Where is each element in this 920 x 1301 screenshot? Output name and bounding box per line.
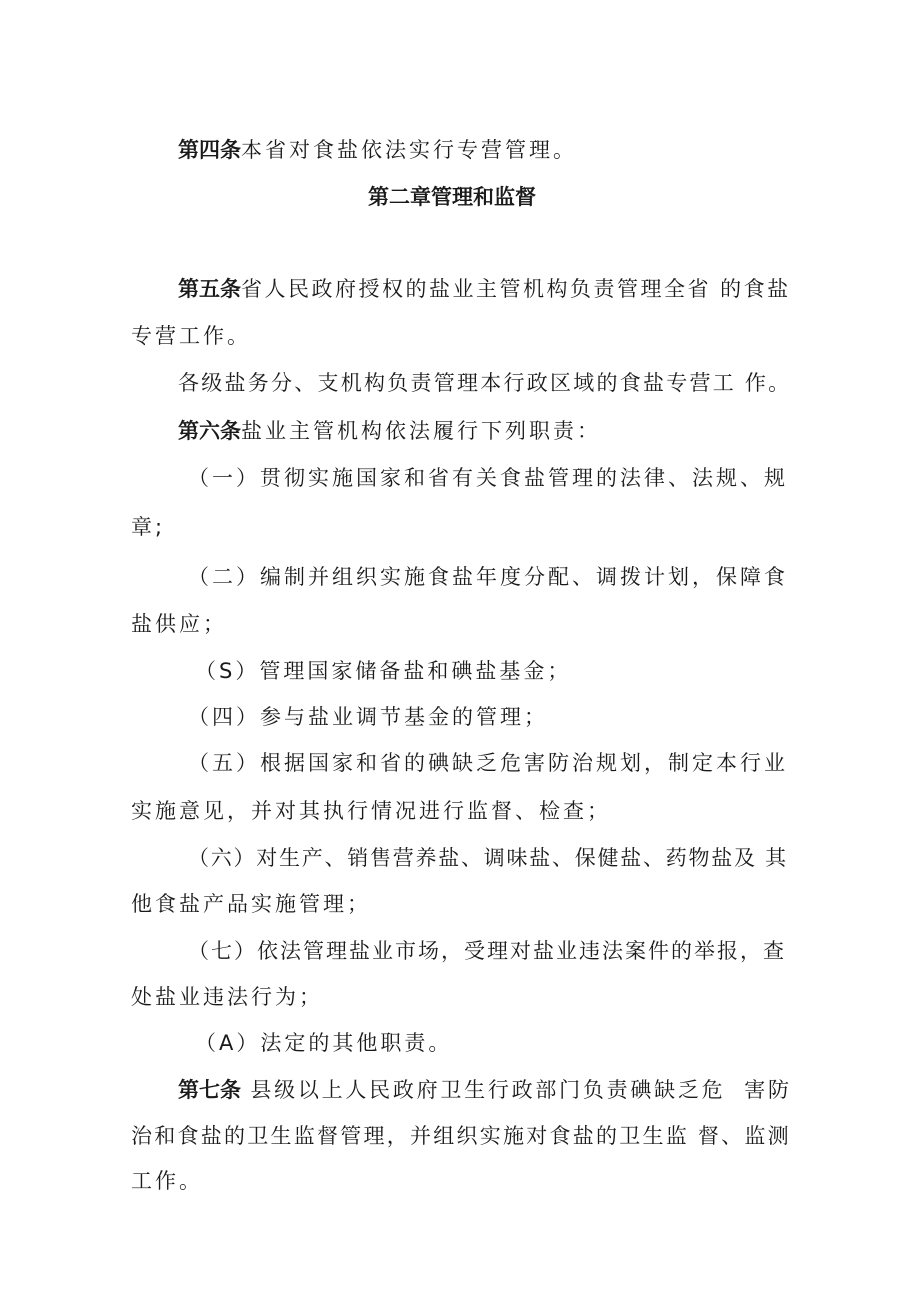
- article-text: 县级以上人民政府卫生行政部门负责碘缺乏危 害防: [241, 1078, 792, 1102]
- article-5-line-2: 专营工作。: [131, 324, 251, 348]
- article-6: [178, 416, 601, 446]
- article-7-line-2: 治和食盐的卫生监督管理，并组织实施对食盐的卫生监 督、监测: [131, 1124, 791, 1148]
- item-6-line-2: 他食盐产品实施管理；: [131, 892, 371, 916]
- item-7-line-1: （七）依法管理盐业市场，受理对盐业违法案件的举报，查: [188, 939, 786, 963]
- item-1-line-1: （一）贯彻实施国家和省有关食盐管理的法律、法规、规: [188, 466, 788, 490]
- article-7-line-1: [178, 1075, 792, 1105]
- article-text: 本省对食盐依法实行专营管理。: [241, 138, 577, 162]
- item-5-line-1: （五）根据国家和省的碘缺乏危害防治规划，制定本行业: [188, 751, 788, 775]
- item-5-line-2: 实施意见，并对其执行情况进行监督、检查；: [131, 799, 611, 823]
- item-3: （S）管理国家储备盐和碘盐基金；: [195, 659, 572, 683]
- article-text: 盐业主管机构依法履行下列职责：: [241, 419, 601, 443]
- article-5-line-1: [178, 274, 791, 304]
- article-4: [178, 135, 577, 165]
- item-6-line-1: （六）对生产、销售营养盐、调味盐、保健盐、药物盐及 其: [188, 846, 788, 870]
- item-2-line-1: （二）编制并组织实施食盐年度分配、调拨计划，保障食: [188, 565, 788, 589]
- article-7-line-3: 工作。: [131, 1169, 203, 1193]
- item-4: （四）参与盐业调节基金的管理；: [188, 705, 548, 729]
- item-7-line-2: 处盐业违法行为；: [131, 985, 323, 1009]
- article-heading: 第六条: [178, 419, 241, 443]
- item-1-line-2: 章;: [131, 515, 166, 539]
- article-heading: 第五条: [178, 277, 241, 301]
- item-8: （A）法定的其他职责。: [195, 1031, 453, 1055]
- chapter-title: 第二章管理和监督: [368, 185, 536, 209]
- article-text: 省人民政府授权的盐业主管机构负责管理全省 的食盐: [241, 277, 791, 301]
- item-2-line-2: 盐供应；: [131, 612, 227, 636]
- article-heading: 第四条: [178, 138, 241, 162]
- article-heading: 第七条: [178, 1078, 241, 1102]
- article-5-paragraph-2: 各级盐务分、支机构负责管理本行政区域的食盐专营工 作。: [178, 371, 792, 395]
